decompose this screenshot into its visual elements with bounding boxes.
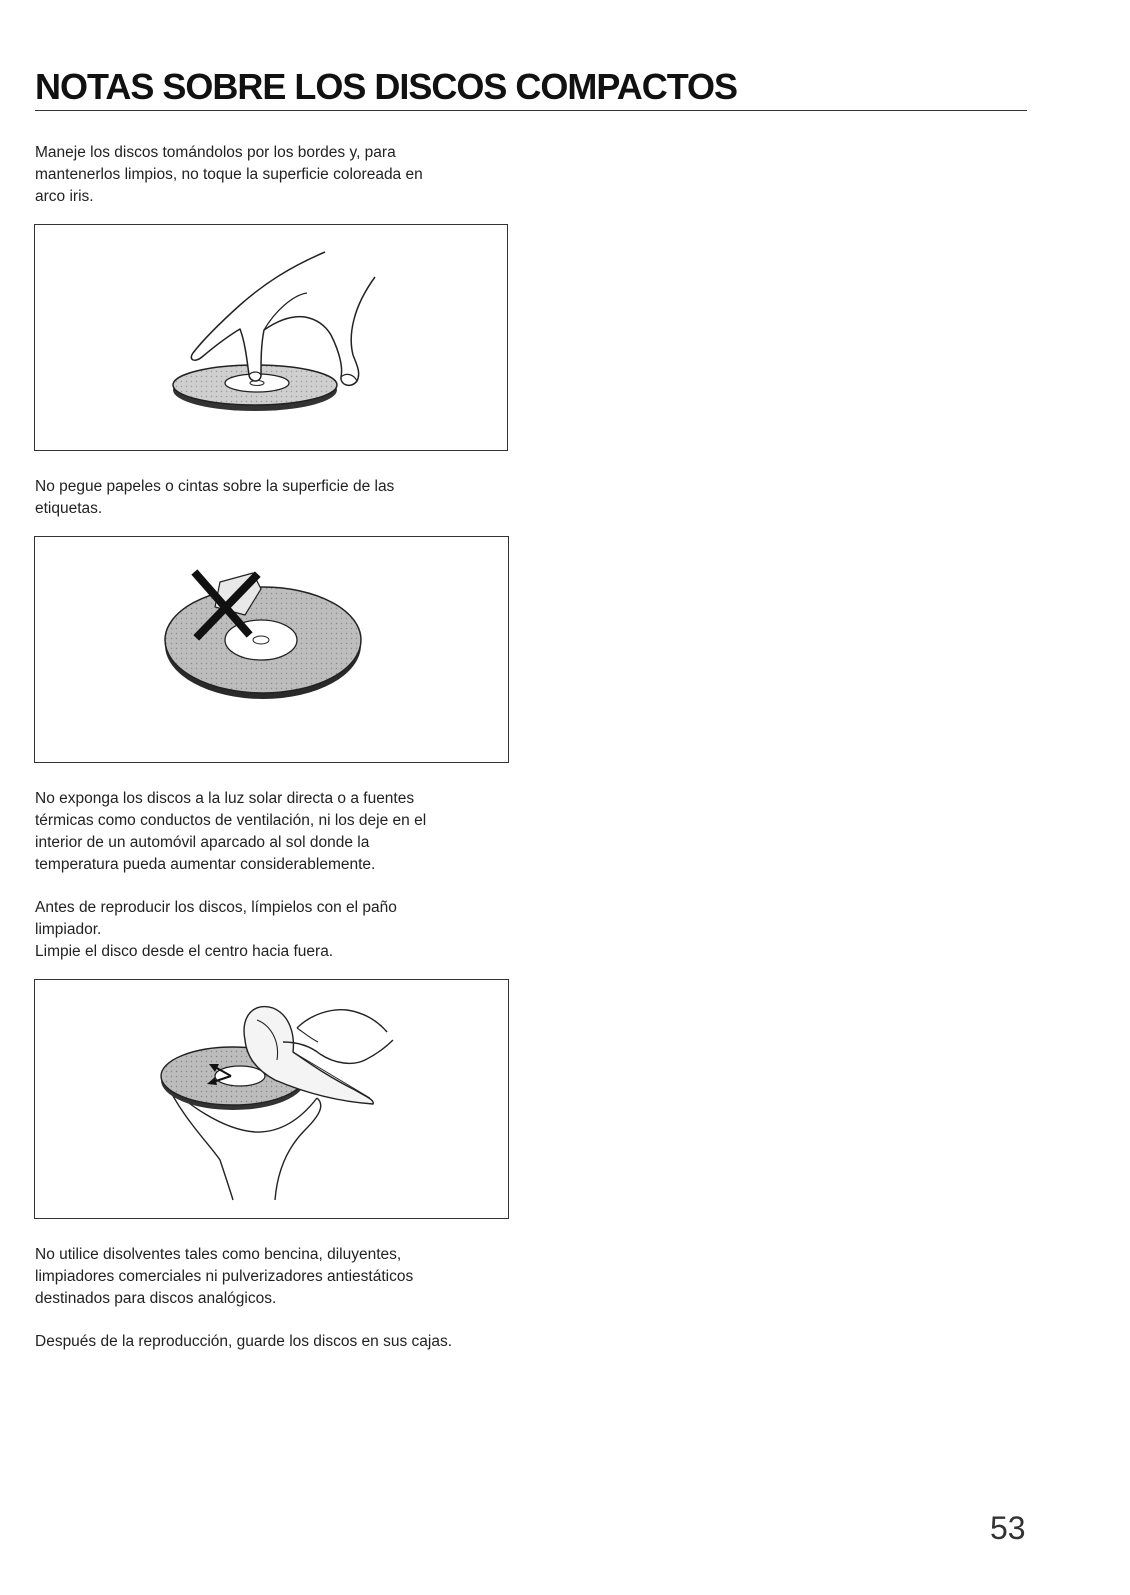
page-title: NOTAS SOBRE LOS DISCOS COMPACTOS bbox=[35, 66, 738, 107]
text-line: térmicas como conductos de ventilación, ni los deje en el bbox=[35, 812, 427, 829]
wipe-disc-figure bbox=[34, 979, 509, 1219]
storage-paragraph bbox=[35, 1331, 555, 1353]
text-line: Después de la reproducción, guarde los discos en sus cajas. bbox=[35, 1333, 453, 1350]
text-line: destinados para discos analógicos. bbox=[35, 1290, 277, 1307]
disc-with-tape-crossed-illustration bbox=[35, 537, 508, 762]
hold-disc-figure bbox=[34, 224, 508, 451]
text-line: Antes de reproducir los discos, límpielos con el paño bbox=[35, 899, 397, 916]
text-line: No utilice disolventes tales como bencina, diluyentes, bbox=[35, 1246, 402, 1263]
text-line: No pegue papeles o cintas sobre la superficie de las bbox=[35, 478, 395, 495]
heat-paragraph bbox=[35, 788, 505, 876]
text-line: arco iris. bbox=[35, 188, 94, 205]
text-line: interior de un automóvil aparcado al sol donde la bbox=[35, 834, 370, 851]
text-line: temperatura pueda aumentar considerablemente. bbox=[35, 856, 376, 873]
title-rule bbox=[35, 110, 1027, 111]
solvents-paragraph bbox=[35, 1244, 505, 1310]
text-line: limpiadores comerciales ni pulverizadores antiestáticos bbox=[35, 1268, 414, 1285]
text-line: etiquetas. bbox=[35, 500, 103, 517]
text-line: mantenerlos limpios, no toque la superficie coloreada en bbox=[35, 166, 423, 183]
text-line: No exponga los discos a la luz solar directa o a fuentes bbox=[35, 790, 415, 807]
hands-wiping-disc-illustration bbox=[35, 980, 508, 1218]
no-tape-figure bbox=[34, 536, 509, 763]
labels-paragraph bbox=[35, 476, 505, 520]
text-line: Limpie el disco desde el centro hacia fuera. bbox=[35, 943, 334, 960]
cleaning-paragraph bbox=[35, 897, 505, 963]
page-number: 53 bbox=[990, 1510, 1026, 1546]
hand-holding-disc-illustration bbox=[35, 225, 507, 450]
text-line: limpiador. bbox=[35, 921, 102, 938]
handling-paragraph bbox=[35, 142, 505, 208]
text-line: Maneje los discos tomándolos por los bordes y, para bbox=[35, 144, 396, 161]
